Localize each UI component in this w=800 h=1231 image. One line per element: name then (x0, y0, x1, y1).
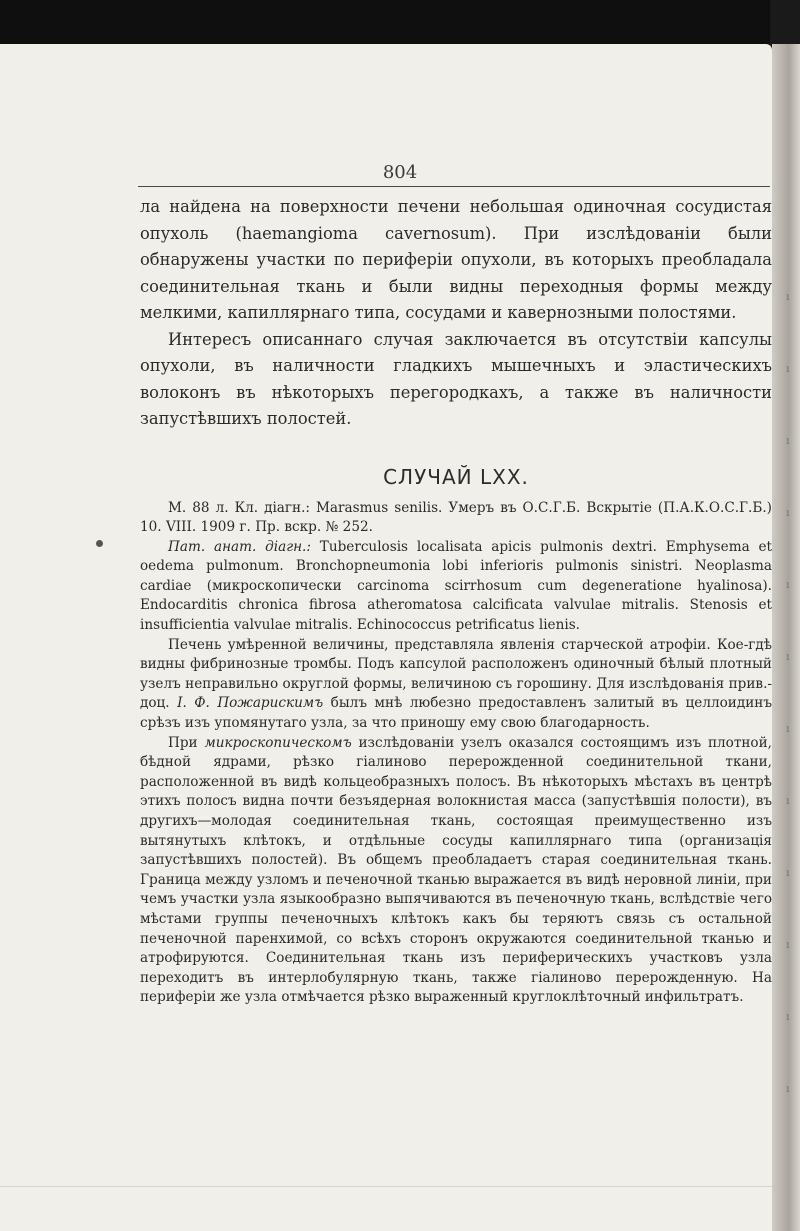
liver-text-start: Печень умѣренной величины, представляла явленія старческой атрофіи. Кое-гдѣ видны фибринозные тромбы. Подъ капсулой расположенъ одиночный бѣлый плотный узелъ неправильно округлой формы, величиною съ горошину. Для изслѣдованія прив.-доц. (140, 636, 772, 712)
author-name: І. Ф. Пожарискимъ (177, 695, 324, 712)
case-paragraph-microscopy (140, 734, 772, 1008)
diagnosis-text: Tuberculosis localisata apicis pulmonis dextri. Emphysema et oedema pulmonum. Bronchopneumonia lobi inferioris pulmonis sinistri. Neoplasma cardiae (микроскопически carcinoma scirrhosum cum degeneratione hyalinosa). Endocarditis chronica fibrosa atheromatosa calcificata valvulae mitralis. Stenosis et insufficientia valvulae mitralis. Echinococcus petrificatus lienis. (140, 538, 773, 634)
intro-paragraph-2: Интересъ описаннаго случая заключается въ отсутствіи капсулы опухоли, въ наличности гладкихъ мышечныхъ и эластическихъ волоконъ въ нѣкоторыхъ перегородкахъ, а также въ наличности запустѣвшихъ полостей. (140, 329, 772, 428)
adjacent-page-edge (772, 44, 800, 1231)
edge-fragment: ı (786, 722, 790, 735)
case-title: СЛУЧАЙ LXX. (383, 464, 529, 489)
edge-fragment: ı (786, 650, 790, 663)
edge-fragment: ı (786, 506, 790, 519)
edge-fragment: ı (786, 866, 790, 879)
microscopy-text-body: изслѣдованіи узелъ оказался состоящимъ изъ плотной, бѣдной ядрами, рѣзко гіалиново перерожденной соединительной ткани, расположенной въ видѣ кольцеобразныхъ полосъ. Въ нѣкоторыхъ мѣстахъ въ центрѣ этихъ полосъ видна почти безъядерная волокнистая масса (запустѣвшія полости), въ другихъ—молодая соединительная ткань, состоящая преимущественно изъ вытянутыхъ клѣтокъ, и отдѣльные сосуды капиллярнаго типа (организація запустѣвшихъ полостей). Въ общемъ преобладаетъ старая соединительная ткань. Граница между узломъ и печеночной тканью выражается въ видѣ неровной линіи, при чемъ участки узла языкообразно выпячиваются въ печеночную ткань, вслѣдствіе чего мѣстами группы печеночныхъ клѣтокъ какъ бы теряютъ связь съ остальной печеночной паренхимой, со всѣхъ сторонъ окружаются соединительной тканью и атрофируются. Соединительная ткань изъ периферическихъ участковъ узла переходитъ въ интерлобулярную ткань, также гіалиново перерожденную. На периферіи же узла отмѣчается рѣзко выраженный круглоклѣточный инфильтратъ. (140, 734, 772, 1006)
edge-fragment: ı (786, 434, 790, 447)
edge-fragment: ı (786, 794, 790, 807)
edge-fragment: ı (786, 938, 790, 951)
case-paragraph-liver (140, 636, 772, 734)
header-rule (138, 186, 770, 187)
edge-fragment: ı (786, 362, 790, 375)
case-header-line: М. 88 л. Кл. діагн.: Marasmus senilis. Умеръ въ О.С.Г.Б. Вскрытіе (П.А.К.О.С.Г.Б.) 10. VIII. 1909 г. Пр. вскр. № 252. (140, 499, 772, 536)
case-diagnosis (140, 538, 772, 636)
microscopy-text-start: При (168, 734, 205, 751)
edge-fragment: ı (786, 1010, 790, 1023)
microscopy-emphasis: микроскопическомъ (204, 734, 352, 751)
liver-text-end: былъ мнѣ любезно предоставленъ залитый въ целлоидинъ срѣзъ изъ упомянутаго узла, за что приношу ему свою благодарность. (140, 695, 772, 732)
edge-fragment: ı (786, 290, 790, 303)
edge-fragment: ı (786, 578, 790, 591)
edge-fragment: ı (786, 1082, 790, 1095)
page-bottom-line (0, 1186, 772, 1187)
intro-paragraph-1: ла найдена на поверхности печени небольшая одиночная сосудистая опухоль (haemangioma cavernosum). При изслѣдованіи были обнаружены участки по периферіи опухоли, въ которыхъ преобладала соединительная ткань и были видны переходныя формы между мелкими, капиллярнаго типа, сосудами и кавернозными полостями. (140, 197, 772, 322)
scanner-border-top (0, 0, 800, 50)
margin-dot (96, 540, 103, 547)
page-number: 804 (382, 162, 418, 183)
diagnosis-label: Пат. анат. діагн.: (168, 538, 311, 555)
page-content (140, 194, 772, 1008)
